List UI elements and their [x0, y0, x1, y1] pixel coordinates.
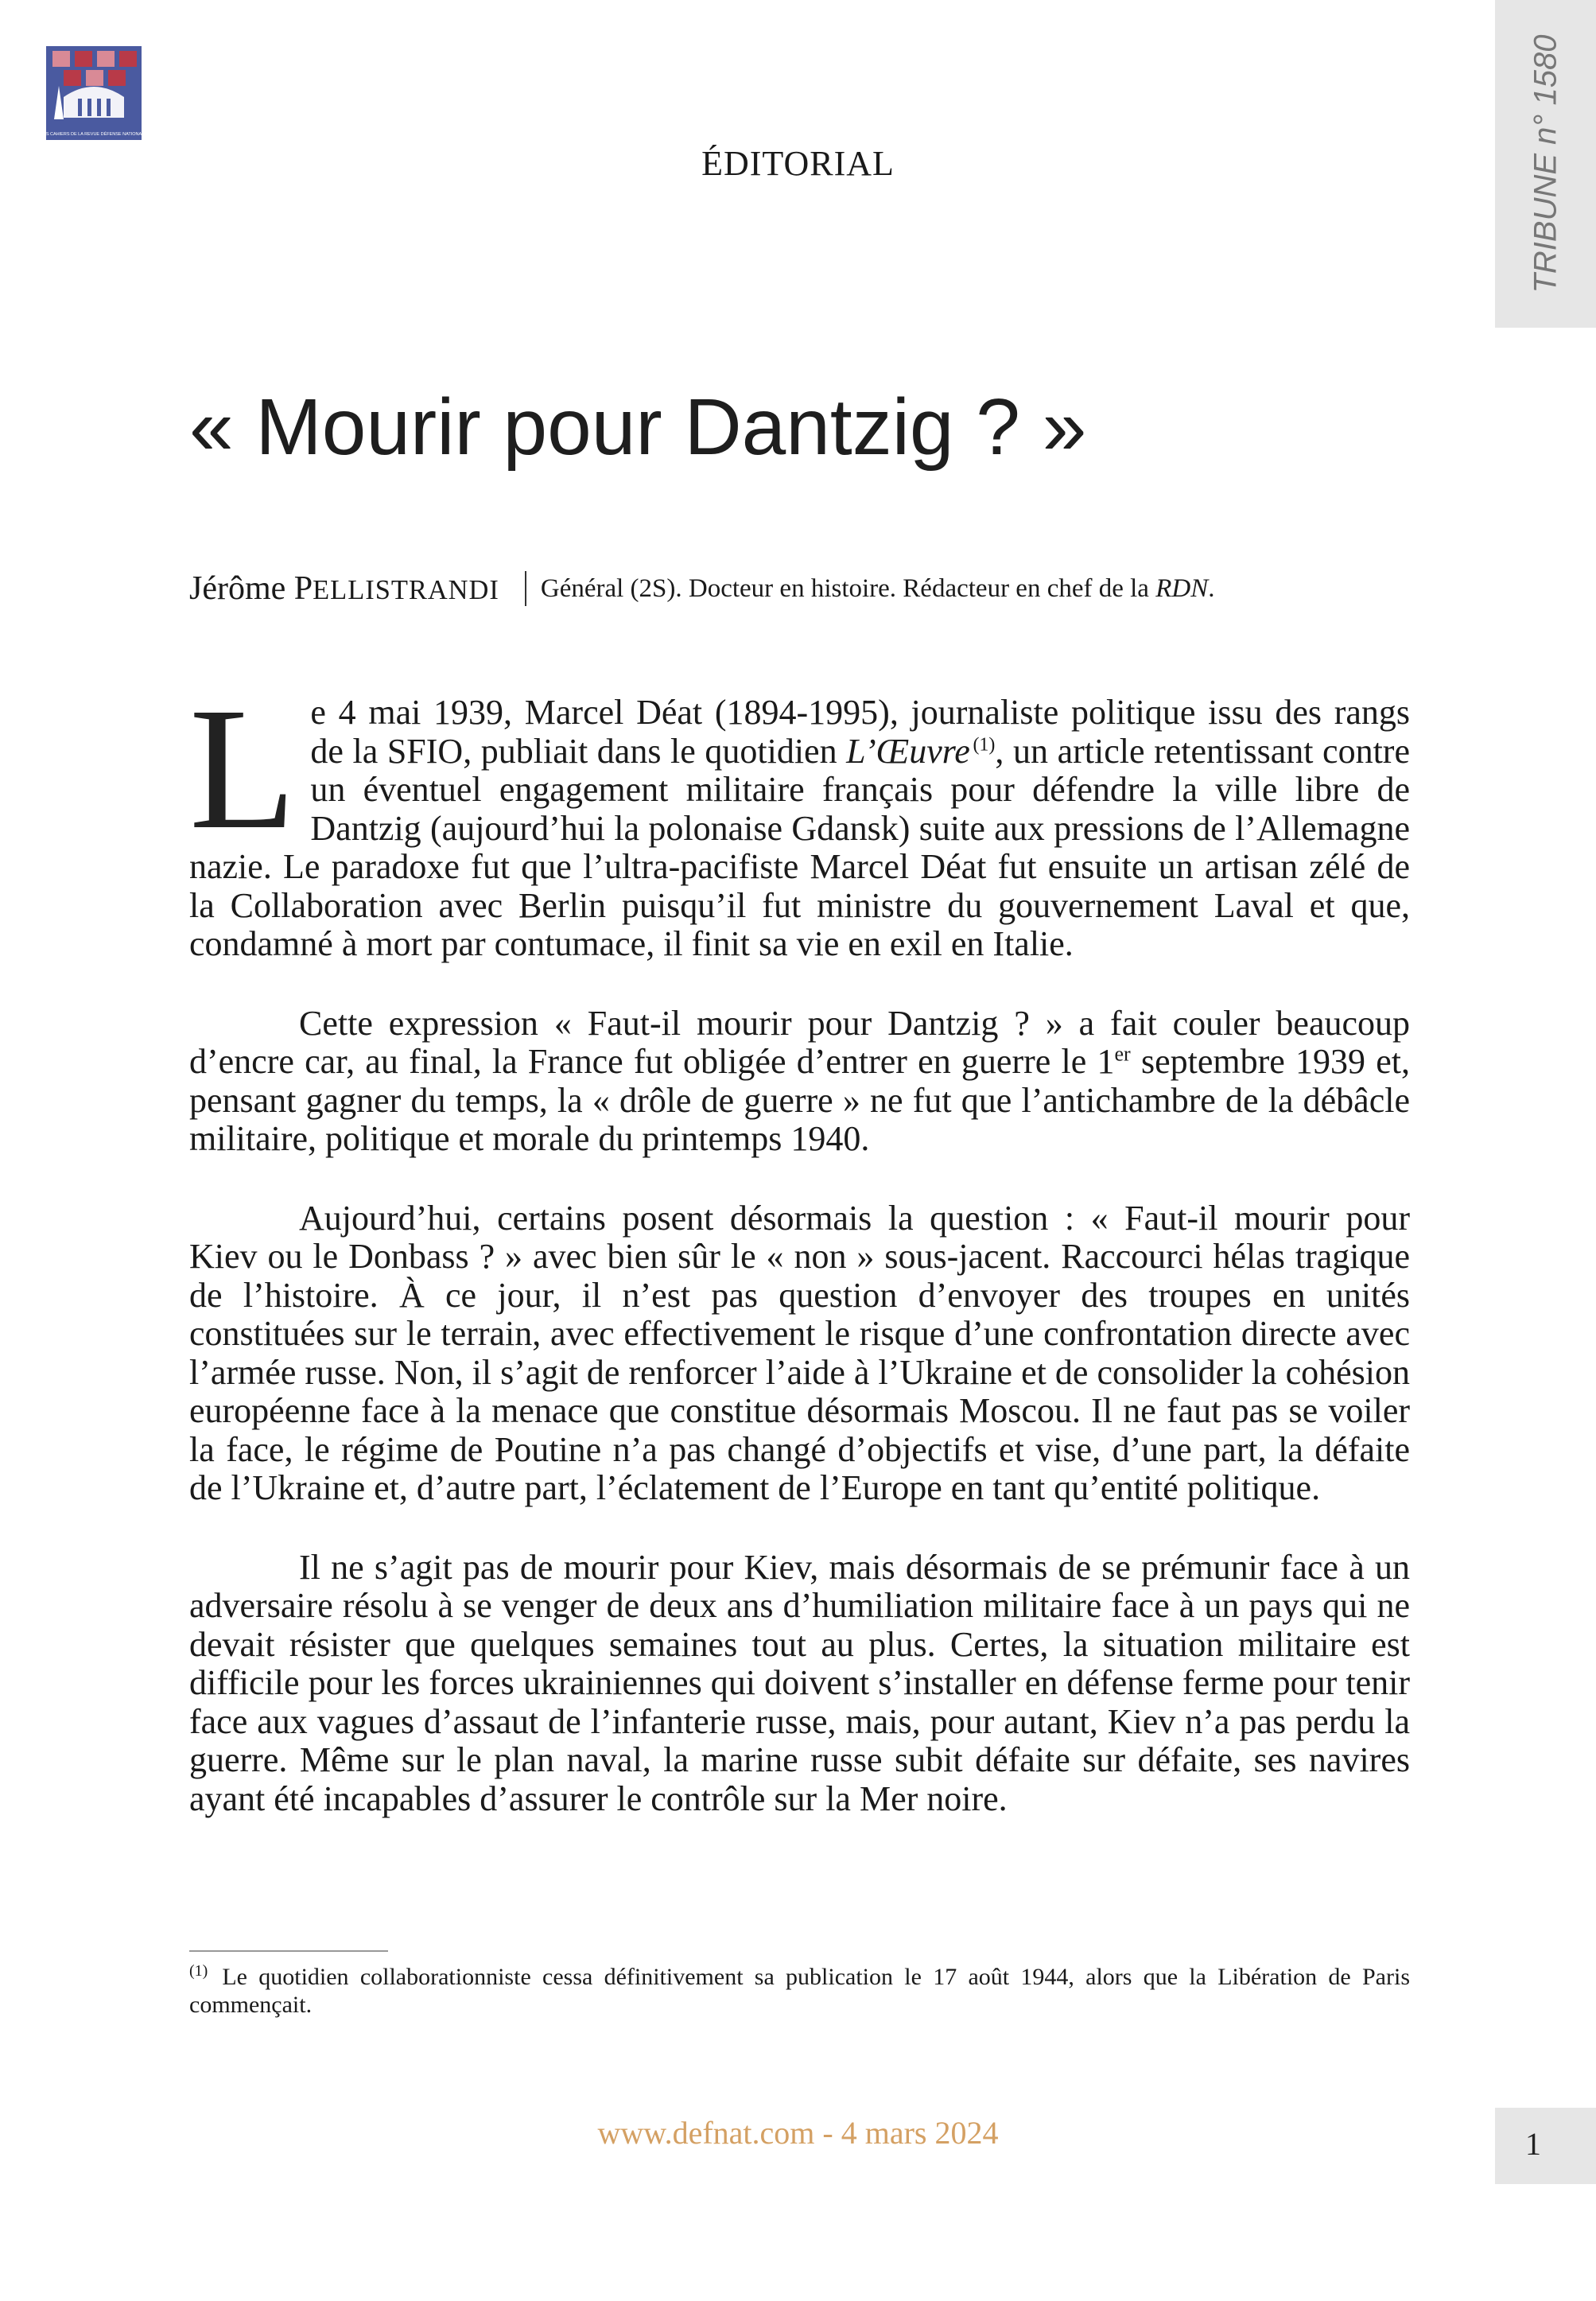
section-label: ÉDITORIAL: [701, 144, 895, 183]
author-last-name: PELLISTRANDI: [293, 570, 499, 607]
footnote-number: (1): [189, 1962, 208, 1980]
page-number: 1: [1525, 2126, 1541, 2162]
paragraph-2: Cette expression « Faut-il mourir pour Dantzig ? » a fait couler beaucoup d’encre car, au final, la France fut obligée d’entrer en guerre le 1er septembre 1939 et, pensant gagner du temps, la « drôle de guerre » ne fut que l’antichambre de la débâcle militaire, politique et morale du printemps 1940.: [189, 1003, 1410, 1158]
footnote-text: Le quotidien collaborationniste cessa définitivement sa publication le 17 août 1944, alors que la Libération de Paris commençait.: [189, 1964, 1410, 2018]
footnote-reference[interactable]: (1): [973, 733, 996, 755]
author-bio: Général (2S). Docteur en histoire. Rédacteur en chef de la RDN.: [540, 573, 1215, 603]
newspaper-name: L’Œuvre: [846, 731, 970, 771]
building-logo-icon: [41, 46, 147, 140]
footer-url-date[interactable]: www.defnat.com - 4 mars 2024: [597, 2115, 999, 2151]
paragraph-4: Il ne s’agit pas de mourir pour Kiev, mais désormais de se prémunir face à un adversaire résolu à se venger de deux ans d’humiliation militaire face à un pays qui ne devait résister que quelques semaines tout au plus. Certes, la situation militaire est difficile pour les forces ukrainiennes qui doivent s’installer en défense ferme pour tenir face aux vagues d’assaut de l’infanterie russe, mais, pour autant, Kiev n’a pas perdu la guerre. Même sur le plan naval, la marine russe subit défaite sur défaite, ses navires ayant été incapables d’assurer le contrôle sur la Mer noire.: [189, 1547, 1410, 1818]
author-first-name: Jérôme: [189, 570, 286, 607]
article-title: « Mourir pour Dantzig ? »: [189, 383, 1087, 472]
tribune-number: TRIBUNE n° 1580: [1528, 34, 1563, 293]
drop-cap: L: [189, 671, 297, 865]
paragraph-1: Le 4 mai 1939, Marcel Déat (1894-1995), journaliste politique issu des rangs de la SFIO, publiait dans le quotidien L’Œuvre $^{(1)}$, un article retentissant contre un éventuel engagement militaire français pour défendre la ville libre de Dantzig (aujourd’hui la polonaise Gdansk) suite aux pressions de l’Allemagne nazie. Le paradoxe fut que l’ultra-pacifiste Marcel Déat fut ensuite un artisan zélé de la Collaboration avec Berlin puisqu’il fut ministre du gouvernement Laval et que, condamné à mort par contumace, il finit sa vie en exil en Italie.: [189, 671, 1410, 963]
paragraph-3: Aujourd’hui, certains posent désormais la question : « Faut-il mourir pour Kiev ou le Donbass ? » avec bien sûr le « non » sous-jacent. Raccourci hélas tragique de l’histoire. À ce jour, il n’est pas question d’envoyer des troupes en unités constituées sur le terrain, avec effectivement le risque d’une confrontation directe avec l’armée russe. Non, il s’agit de renforcer l’aide à l’Ukraine et de consolider la cohésion européenne face à la menace que constitue désormais Moscou. Il ne faut pas se voiler la face, le régime de Poutine n’a pas changé d’objectifs et vise, d’une part, la défaite de l’Ukraine et, d’autre part, l’éclatement de l’Europe en tant qu’entité politique.: [189, 1198, 1410, 1507]
footnote: [189, 1963, 1410, 2019]
page-number-tab: [1495, 2108, 1596, 2184]
author-separator: [525, 571, 526, 606]
article-body: [189, 671, 1410, 1859]
author-name: [189, 569, 499, 608]
footnote-divider: [189, 1950, 388, 1952]
logo-caption: LES CAHIERS DE LA REVUE DÉFENSE NATIONALE: [41, 132, 147, 137]
author-line: [189, 569, 1214, 608]
